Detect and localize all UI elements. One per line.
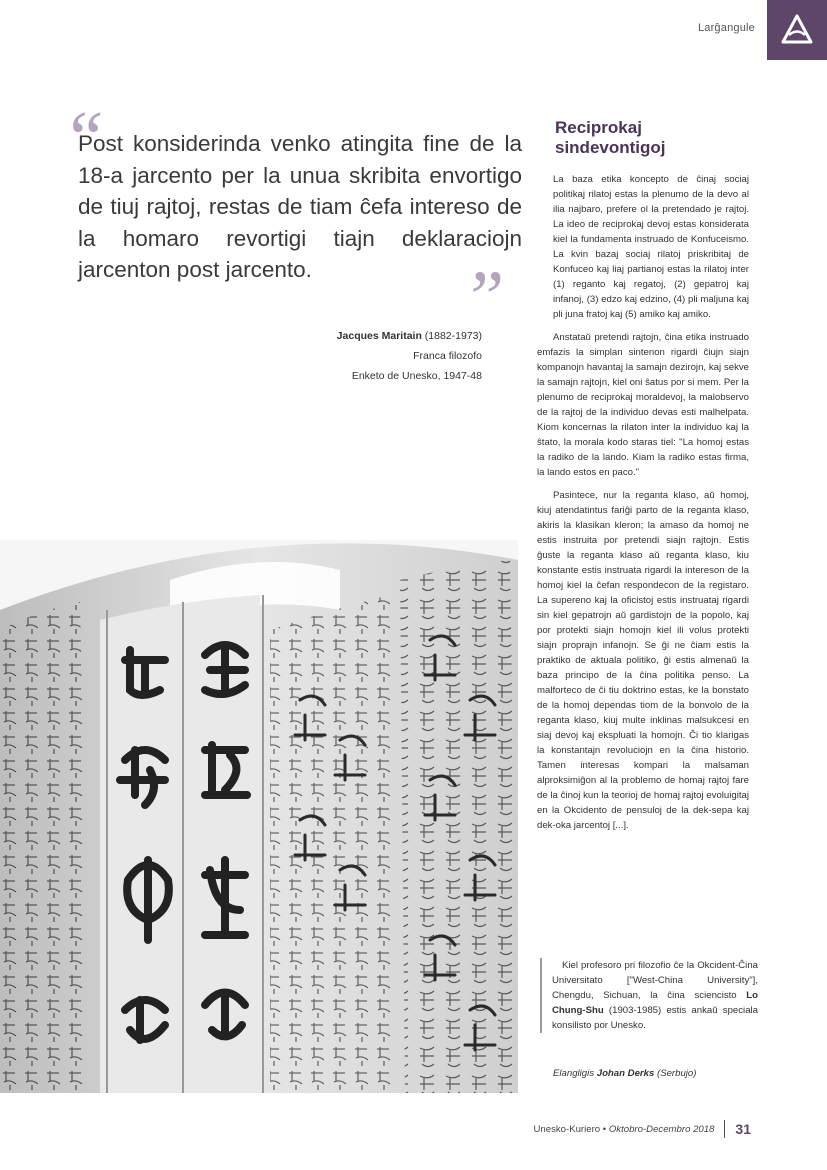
footer-issue: Oktobro-Decembro 2018 — [608, 1123, 715, 1135]
section-label: Larĝangule — [697, 22, 755, 34]
quote-source: Enketo de Unesko, 1947-48 — [351, 370, 482, 382]
author-role: Franca filozofo — [413, 350, 482, 362]
author-name: Jacques Maritain — [336, 330, 422, 342]
page-number: 31 — [735, 1121, 751, 1137]
bio-before: Kiel profesoro pri filozofio ĉe la Okcident-Ĉina Universitato ["West-China University"], Chengdu, Sichuan, la ĉina sciencisto — [552, 960, 758, 1001]
author-bio — [540, 958, 758, 1033]
page-footer — [533, 1120, 751, 1138]
translator-name: Johan Derks — [596, 1068, 655, 1079]
footer-separator — [724, 1120, 725, 1138]
author-years: (1882-1973) — [421, 330, 482, 342]
footer-bullet: • — [600, 1123, 609, 1135]
bio-text — [552, 958, 758, 1033]
attribution-line — [337, 326, 482, 346]
footer-line — [533, 1124, 714, 1135]
bio-after: (1903-1985) estis ankaŭ speciala konsilisto por Unesko. — [552, 1005, 758, 1031]
quote-close-mark: ” — [462, 256, 505, 340]
translator-credit — [553, 1068, 696, 1079]
triangle-logo-icon — [780, 13, 814, 47]
calligraphy-pillar-illustration — [0, 540, 518, 1093]
footer-publication: Unesko-Kuriero — [533, 1123, 601, 1135]
translator-suffix: (Serbujo) — [654, 1068, 697, 1079]
bio-name: Lo Chung-Shu — [552, 990, 758, 1016]
quote-open-mark: “ — [62, 96, 105, 180]
article-paragraph-1: La baza etika koncepto de ĉinaj sociaj politikaj rilatoj estas la plenumo de la devo al ilia najbaro, prefere ol la pretendado je rajtoj. La ideo de reciprokaj devoj estas konsiderata kiel la fundamenta instruado de Konfuceismo. La kvin bazaj sociaj rilatoj priskribitaj de Konfuceo kaj liaj partianoj estas la rilatoj inter (1) reganto kaj regatoj, (2) gepatroj kaj infanoj, (3) edzo kaj edzino, (4) pli maljuna kaj pli juna fratoj kaj (5) amiko kaj amiko. — [553, 174, 749, 320]
article — [537, 118, 749, 841]
article-paragraph-3: Pasintece, nur la reganta klaso, aŭ homoj, kiuj atendatintus fariĝi parto de la reganta klaso, akiris la klasikan kleron; la amaso da homoj ne estis instruita por pretendi siajn rajtojn. Estis ĝuste la reganta klaso aŭ reganta klaso, kiu konstante estis instruata rigardi la intereson de la homoj kiel la ĉefan respondecon de la registaro. La supereno kaj la oficistoj estis instruataj rigardi sin kiel gepatrojn aŭ gardistojn de la popolo, kaj por protekti siajn homojn kiel ili volus protekti siajn proprajn infanojn. Se ĝi ne ĉiam estis la praktiko de aktuala politiko, ĝi estis almenaŭ la baza principo de la ĉina politika penso. La malforteco de ĉi tiu doktrino estas, ke la bonstato de la homoj dependas tiom de la bonvolo de la reganta klaso, kiuj multe inklinas malsukcesi en siaj devoj kaj ekspluati la homojn. Ĉi tio klarigas la konstantajn revoluciojn en la ĉina historio. Tamen interesas kompari la malsaman alproksimiĝon al la problemo de homaj rajtoj fare de la ĉinoj kun la teorioj de homaj rajtoj evoluigitaj en la Okcidento de pensuloj de la dek-sepa kaj dek-oka jarcentoj [...]. — [537, 490, 749, 831]
article-title: Reciprokaj sindevontigoj — [555, 118, 666, 157]
article-paragraph-2: Anstataŭ pretendi rajtojn, ĉina etika instruado emfazis la simplan sintenon rigardi ĉiujn siajn kompanojn havantaj la samajn dezirojn, kaj sekve la samajn rajtojn, kiel oni ŝatus por si mem. Per la plenumo de reciprokaj moraldevoj, la malobservo de la rajtoj de la individuo devas esti malhelpata. Kiom koncernas la rilaton inter la individuo kaj la ŝtato, la morala kodo staras tiel: "La homoj estas la radiko de la lando. Kiam la radiko estas firma, la lando estos en paco." — [537, 332, 749, 478]
translator-prefix: Elangligis — [553, 1068, 597, 1079]
calligraphy-pillar-photo — [0, 540, 518, 1093]
quote-text: Post konsiderinda venko atingita fine de la 18-a jarcento per la unua skribita envortigo de tiuj rajtoj, restas de tiam ĉefa intereso de la homaro revortigi tiajn deklaraciojn jarcenton post jarcento. — [78, 131, 522, 282]
quote-attribution — [337, 326, 482, 386]
brand-logo — [767, 0, 827, 60]
